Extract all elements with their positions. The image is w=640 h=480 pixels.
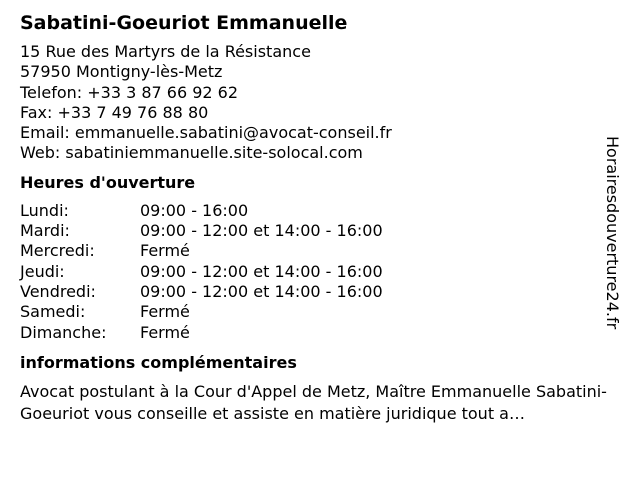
email-line: Email: emmanuelle.sabatini@avocat-conseil.fr (20, 123, 392, 143)
hours-row-sunday (20, 323, 610, 343)
hours-row-monday (20, 201, 610, 221)
fax-line: Fax: +33 7 49 76 88 80 (20, 102, 209, 122)
hours-day-value: Fermé (140, 322, 190, 342)
hours-day-label: Jeudi: (20, 261, 65, 281)
hours-day-label: Dimanche: (20, 322, 107, 342)
site-watermark: Horairesdouverture24.fr (603, 136, 622, 330)
business-card (20, 10, 610, 425)
hours-day-label: Mercredi: (20, 241, 95, 261)
hours-table (20, 201, 610, 343)
hours-day-value: 09:00 - 12:00 et 14:00 - 16:00 (140, 281, 383, 301)
hours-day-value: Fermé (140, 241, 190, 261)
hours-row-saturday (20, 302, 610, 322)
hours-day-value: Fermé (140, 302, 190, 322)
hours-day-value: 09:00 - 12:00 et 14:00 - 16:00 (140, 261, 383, 281)
hours-heading: Heures d'ouverture (20, 172, 196, 192)
hours-day-label: Lundi: (20, 200, 69, 220)
info-heading: informations complémentaires (20, 352, 297, 372)
address-street: 15 Rue des Martyrs de la Résistance (20, 42, 311, 61)
hours-day-label: Mardi: (20, 221, 70, 241)
hours-day-label: Vendredi: (20, 281, 96, 301)
phone-line: Telefon: +33 3 87 66 92 62 (20, 82, 239, 102)
hours-row-friday (20, 282, 610, 302)
business-name: Sabatini-Goeuriot Emmanuelle (20, 12, 348, 34)
contact-block (20, 42, 610, 164)
hours-day-value: 09:00 - 12:00 et 14:00 - 16:00 (140, 221, 383, 241)
web-line: Web: sabatiniemmanuelle.site-solocal.com (20, 143, 363, 163)
address-city: 57950 Montigny-lès-Metz (20, 62, 223, 82)
hours-row-thursday (20, 262, 610, 282)
hours-day-value: 09:00 - 16:00 (140, 200, 249, 220)
hours-row-wednesday (20, 241, 610, 261)
hours-day-label: Samedi: (20, 302, 86, 322)
hours-row-tuesday (20, 221, 610, 241)
info-description: Avocat postulant à la Cour d'Appel de Metz, Maître Emmanuelle Sabatini-Goeuriot vous conseille et assiste en matière juridique tout a… (20, 381, 607, 423)
